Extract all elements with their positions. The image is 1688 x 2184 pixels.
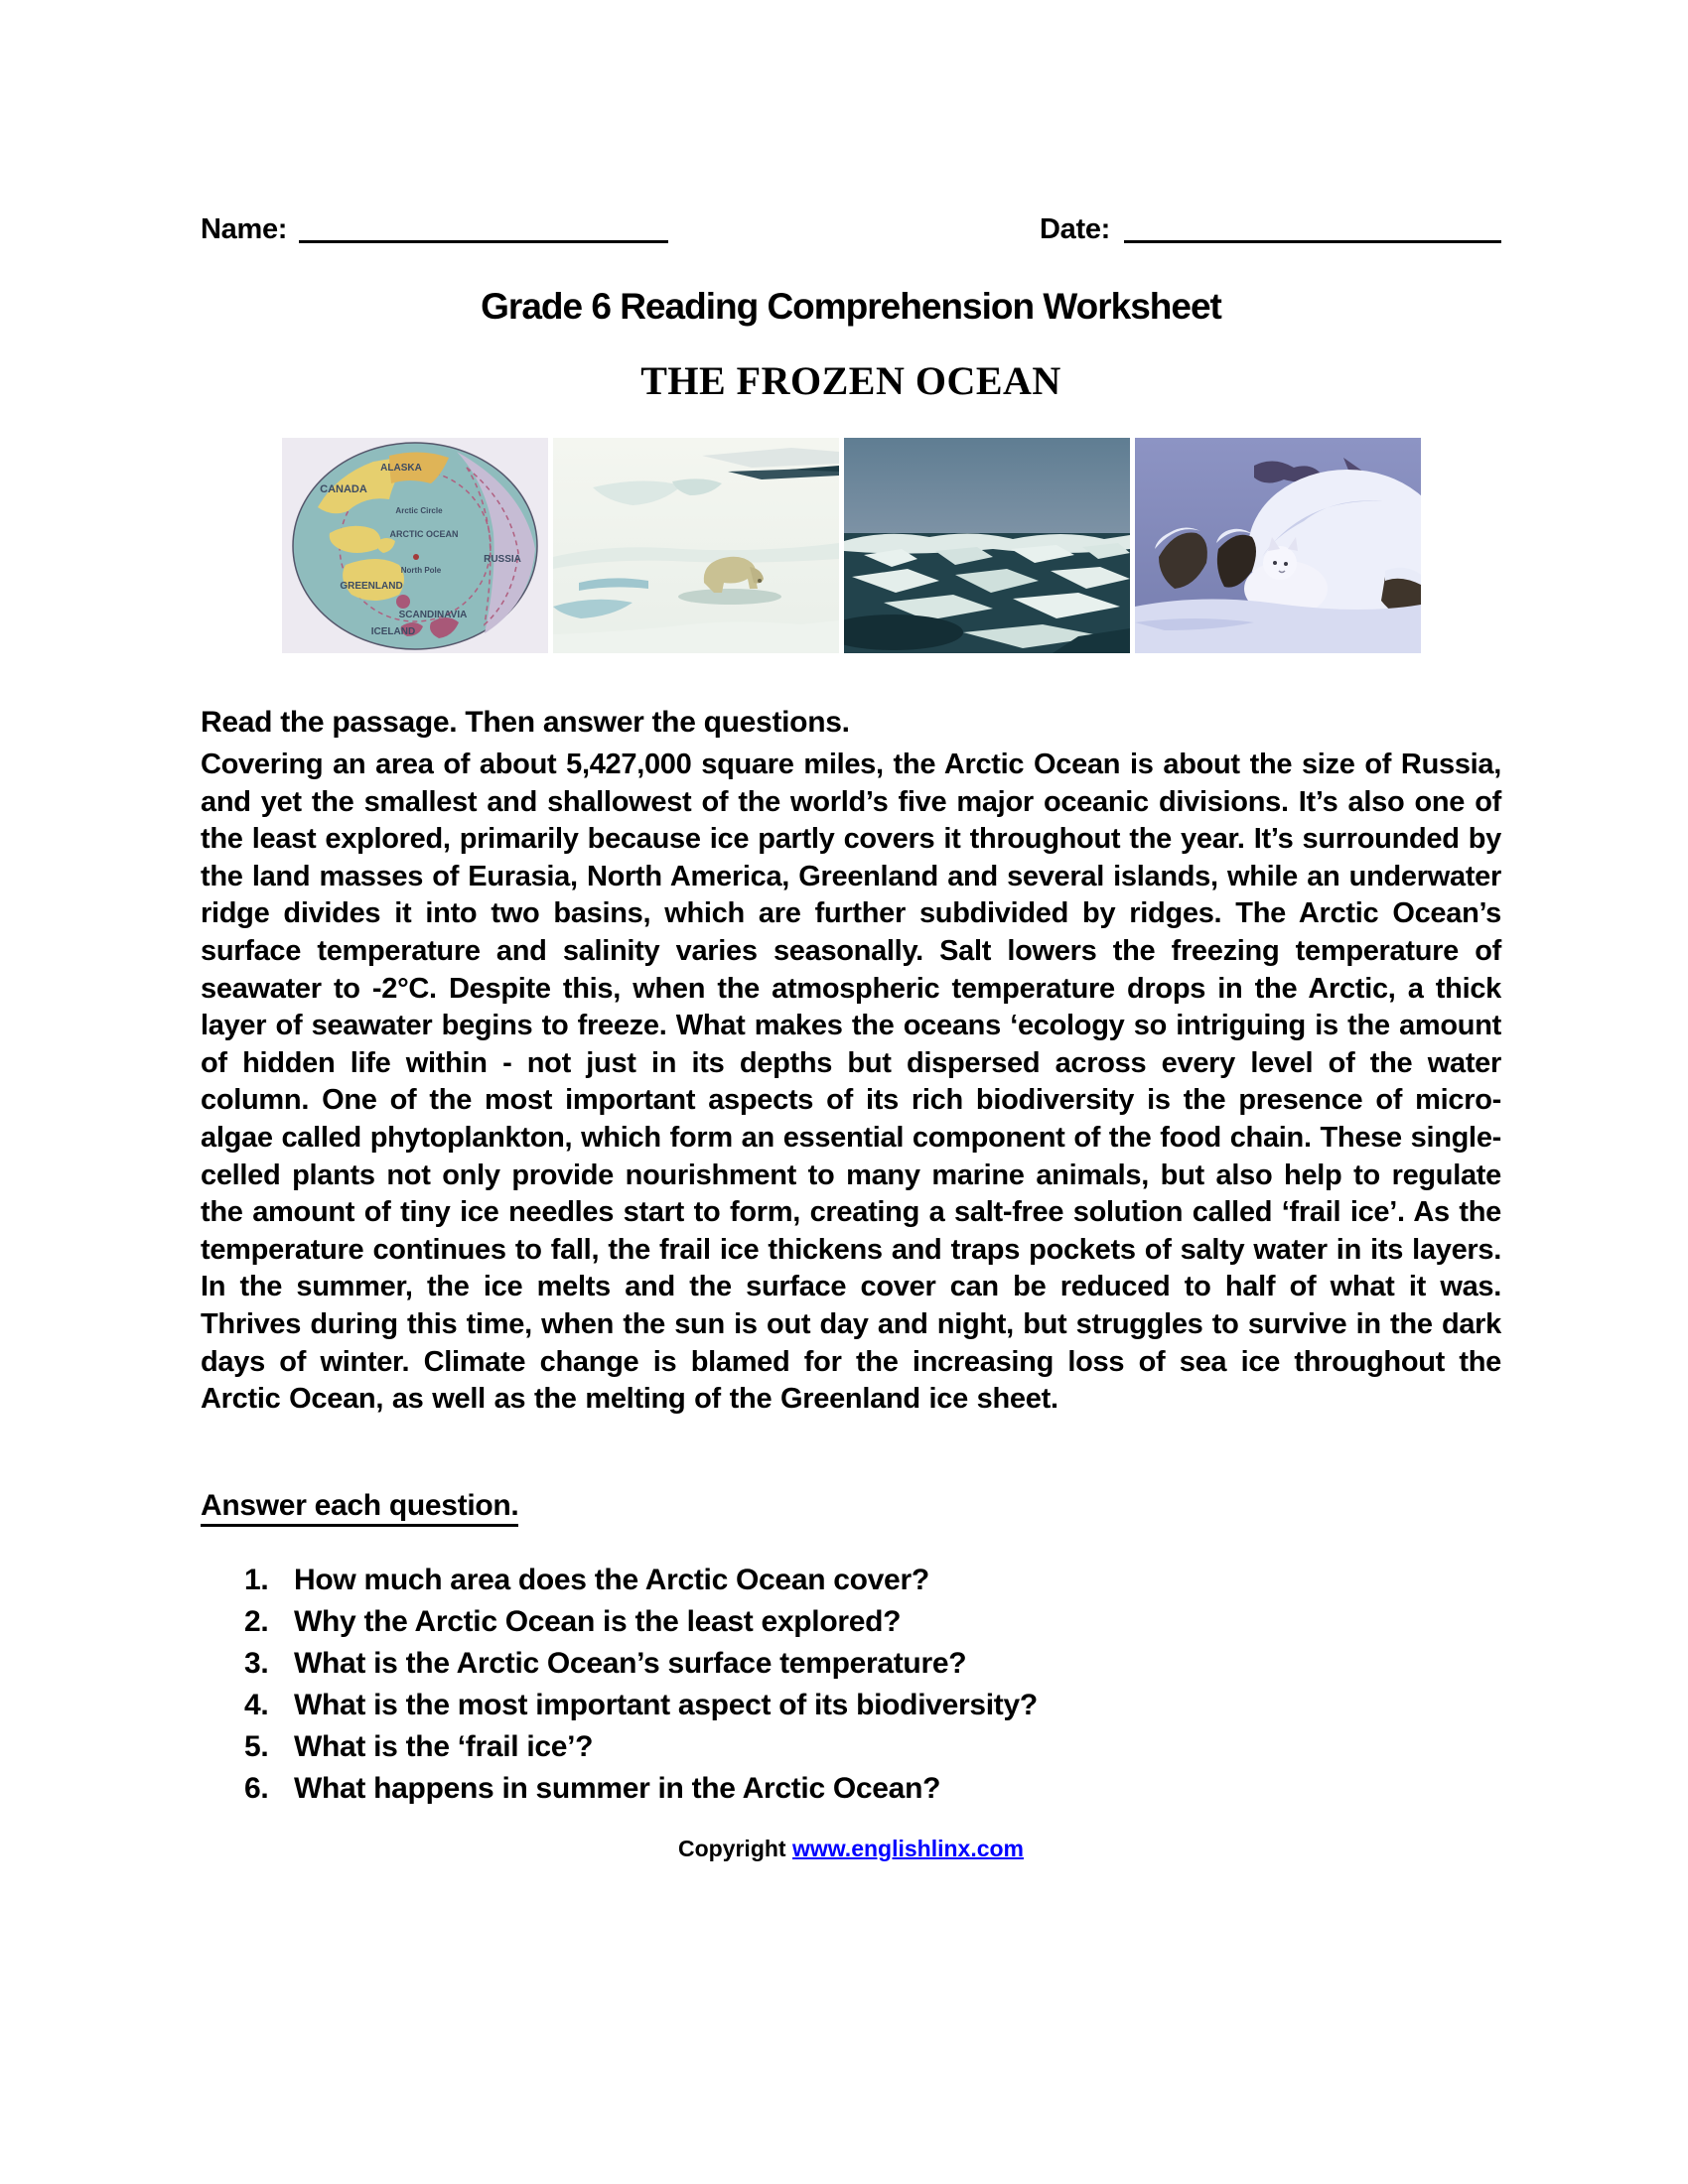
question-item-4: What is the most important aspect of its biodiversity? xyxy=(294,1688,1038,1721)
polar-bear-image xyxy=(553,438,839,653)
figure-polar-bear xyxy=(553,438,839,653)
question-item-2: Why the Arctic Ocean is the least explored? xyxy=(294,1604,902,1638)
copyright-label: Copyright xyxy=(677,1835,786,1861)
question-list xyxy=(201,1562,1501,1808)
map-label-arctic-ocean: ARCTIC OCEAN xyxy=(389,529,458,539)
date-field xyxy=(1040,208,1501,246)
passage-body: Covering an area of about 5,427,000 square miles, the Arctic Ocean is about the size of Russia, and yet the smallest and shallowest of the world’s five major oceanic divisions. It’s also one of the least explored, primarily because ice partly covers it throughout the year. It’s surrounded by the land masses of Eurasia, North America, Greenland and several islands, while an underwater ridge divides it into two basins, which are further subdivided by ridges. The Arctic Ocean’s surface temperature and salinity varies seasonally. Salt lowers the freezing temperature of seawater to -2°C. Despite this, when the atmospheric temperature drops in the Arctic, a thick layer of seawater begins to freeze. What makes the oceans ‘ecology so intriguing is the amount of hidden life within - not just in its depths but dispersed across every level of the water column. One of the most important aspects of its rich biodiversity is the presence of micro-algae called phytoplankton, which form an essential component of the food chain. These single-celled plants not only provide nourishment to many marine animals, but also help to regulate the amount of tiny ice needles start to form, creating a salt-free solution called ‘frail ice’. As the temperature continues to fall, the frail ice thickens and traps pockets of salty water in its layers. In the summer, the ice melts and the surface cover can be reduced to half of what it was. Thrives during this time, when the sun is out day and night, but struggles to survive in the dark days of winter. Climate change is blamed for the increasing loss of sea ice throughout the Arctic Ocean, as well as the melting of the Greenland ice sheet. xyxy=(201,749,1501,1416)
map-label-iceland: ICELAND xyxy=(370,626,415,637)
answer-heading xyxy=(201,1486,1501,1526)
arctic-map-image xyxy=(282,438,548,653)
page-title: Grade 6 Reading Comprehension Worksheet xyxy=(481,286,1221,327)
name-field xyxy=(201,208,668,246)
footer xyxy=(201,1836,1501,1862)
name-blank xyxy=(299,213,668,243)
map-label-russia: RUSSIA xyxy=(483,554,521,565)
englishlinx-link[interactable]: www.englishlinx.com xyxy=(791,1835,1025,1861)
map-label-greenland: GREENLAND xyxy=(339,581,403,592)
question-item-3: What is the Arctic Ocean’s surface temperature? xyxy=(294,1646,967,1680)
map-label-arctic-circle: Arctic Circle xyxy=(394,506,443,515)
question-item-5: What is the ‘frail ice’? xyxy=(294,1729,594,1763)
figure-ice-floes xyxy=(844,438,1130,653)
worksheet-content xyxy=(201,0,1501,1862)
figure-arctic-fox xyxy=(1135,438,1421,653)
date-label: Date: xyxy=(1039,213,1110,245)
question-item-6: What happens in summer in the Arctic Ocean? xyxy=(294,1771,941,1805)
question-item-1: How much area does the Arctic Ocean cover? xyxy=(294,1563,929,1596)
image-strip xyxy=(201,438,1501,653)
answer-heading-text: Answer each question. xyxy=(201,1489,518,1527)
name-date-row xyxy=(201,208,1501,246)
passage-title: THE FROZEN OCEAN xyxy=(640,358,1061,403)
map-label-scandinavia: SCANDINAVIA xyxy=(398,610,467,620)
map-label-north-pole: North Pole xyxy=(400,566,441,575)
name-label: Name: xyxy=(201,213,288,245)
figure-arctic-map xyxy=(282,438,548,653)
ice-floes-image xyxy=(844,438,1130,653)
map-label-canada: CANADA xyxy=(319,483,367,495)
map-label-alaska: ALASKA xyxy=(379,463,422,474)
passage-instruction: Read the passage. Then answer the questions. xyxy=(201,706,850,739)
arctic-fox-image xyxy=(1135,438,1421,653)
date-blank xyxy=(1124,213,1501,243)
